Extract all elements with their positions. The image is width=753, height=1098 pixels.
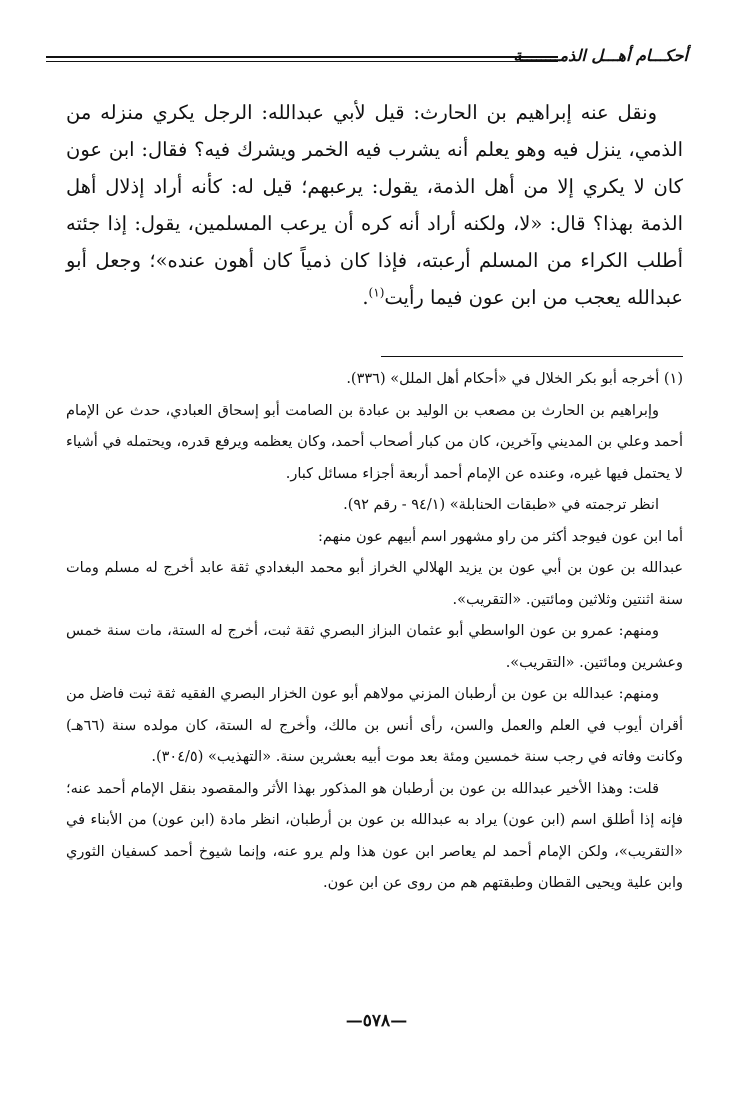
footnote-paragraph: أما ابن عون فيوجد أكثر من راو مشهور اسم أبيهم عون منهم:: [318, 528, 683, 545]
footnote-paragraph: عبدالله بن عون بن أبي عون بن يزيد الهلالي الخراز أبو محمد البغدادي ثقة عابد أخرج له مسلم ومات سنة اثنتين وثلاثين ومائتين. «التقريب».: [66, 560, 683, 608]
header-title: أحكـــام أهـــل الذمــــــــة: [513, 46, 688, 65]
header-rule: [46, 56, 558, 62]
footnote-1: (١) أخرجه أبو بكر الخلال في «أحكام أهل الملل» (٣٣٦).: [346, 371, 683, 387]
footnote-paragraph: انظر ترجمته في «طبقات الحنابلة» (٩٤/١ - رقم ٩٢).: [343, 497, 659, 513]
page-number: —٥٧٨—: [345, 1011, 408, 1031]
footnote-paragraph: قلت: وهذا الأخير عبدالله بن عون بن أرطبان هو المذكور بهذا الأثر والمقصود بنقل الإمام أحمد عنه؛ فإنه إذا أطلق اسم (ابن عون) يراد به عبدالله بن عون بن أرطبان، انظر مادة (ابن عون) من الأبناء في «التقريب»، ولكن الإمام أحمد لم يعاصر ابن عون هذا ولم يرو عنه، وإنما شيوخ أحمد كسفيان الثوري وابن علية ويحيى القطان وطبقتهم هم من روى عن ابن عون.: [66, 780, 683, 891]
footnote-paragraph: ومنهم: عبدالله بن عون بن أرطبان المزني مولاهم أبو عون الخزار البصري الفقيه ثقة ثبت فاضل من أقران أيوب في العلم والعمل والسن، رأى أنس بن مالك، وأخرج له الستة، كان مولده سنة (٦٦هـ) وكانت وفاته في رجب سنة خمسين ومئة بعد موت أبيه بعشرين سنة. «التهذيب» (٣٠٤/٥).: [66, 686, 683, 765]
footnotes: [66, 364, 683, 900]
main-text: [66, 94, 683, 316]
footnote-paragraph: ومنهم: عمرو بن عون الواسطي أبو عثمان البزاز البصري ثقة ثبت، أخرج له الستة، مات سنة خمس وعشرين ومائتين. «التقريب».: [66, 623, 683, 671]
main-paragraph-text: ونقل عنه إبراهيم بن الحارث: قيل لأبي عبدالله: الرجل يكري منزله من الذمي، ينزل فيه وهو يعلم أنه يشرب فيه الخمر ويشرك فيه؟ فقال: ابن عون كان لا يكري إلا من أهل الذمة، يقول: يرعبهم؛ قيل له: كأنه أراد إذلال أهل الذمة بهذا؟ قال: «لا، ولكنه أراد أنه كره أن يرعب المسلمين، يقول: إذا جئته أطلب الكراء من المسلم أرعبته، فإذا كان ذمياً كان أهون عنده»؛ وجعل أبو عبدالله يعجب من ابن عون فيما رأيت: [66, 101, 683, 309]
footnote-divider: [381, 356, 683, 357]
footnote-reference[interactable]: (١): [368, 285, 385, 300]
running-header: [46, 44, 688, 74]
footnote-paragraph: وإبراهيم بن الحارث بن مصعب بن الوليد بن عبادة بن الصامت أبو إسحاق العبادي، حدث عن الإمام أحمد وعلي بن المديني وآخرين، كان من كبار أصحاب أحمد، وكان يعظمه ويرفع قدره، ويحتمله في أشياء لا يحتمل فيها غيره، وعنده عن الإمام أحمد أربعة أجزاء مسائل كبار.: [66, 402, 683, 482]
main-paragraph: ونقل عنه إبراهيم بن الحارث: قيل لأبي عبدالله: الرجل يكري منزله من الذمي، ينزل فيه وهو يعلم أنه يشرب فيه الخمر ويشرك فيه؟ فقال: ابن عون كان لا يكري إلا من أهل الذمة، يقول: يرعبهم؛ قيل له: كأنه أراد إذلال أهل الذمة بهذا؟ قال: «لا، ولكنه أراد أنه كره أن يرعب المسلمين، يقول: إذا جئته أطلب الكراء من المسلم أرعبته، فإذا كان ذمياً كان أهون عنده»؛ وجعل أبو عبدالله يعجب من ابن عون فيما رأيت$^{(١)}$.: [66, 101, 683, 309]
